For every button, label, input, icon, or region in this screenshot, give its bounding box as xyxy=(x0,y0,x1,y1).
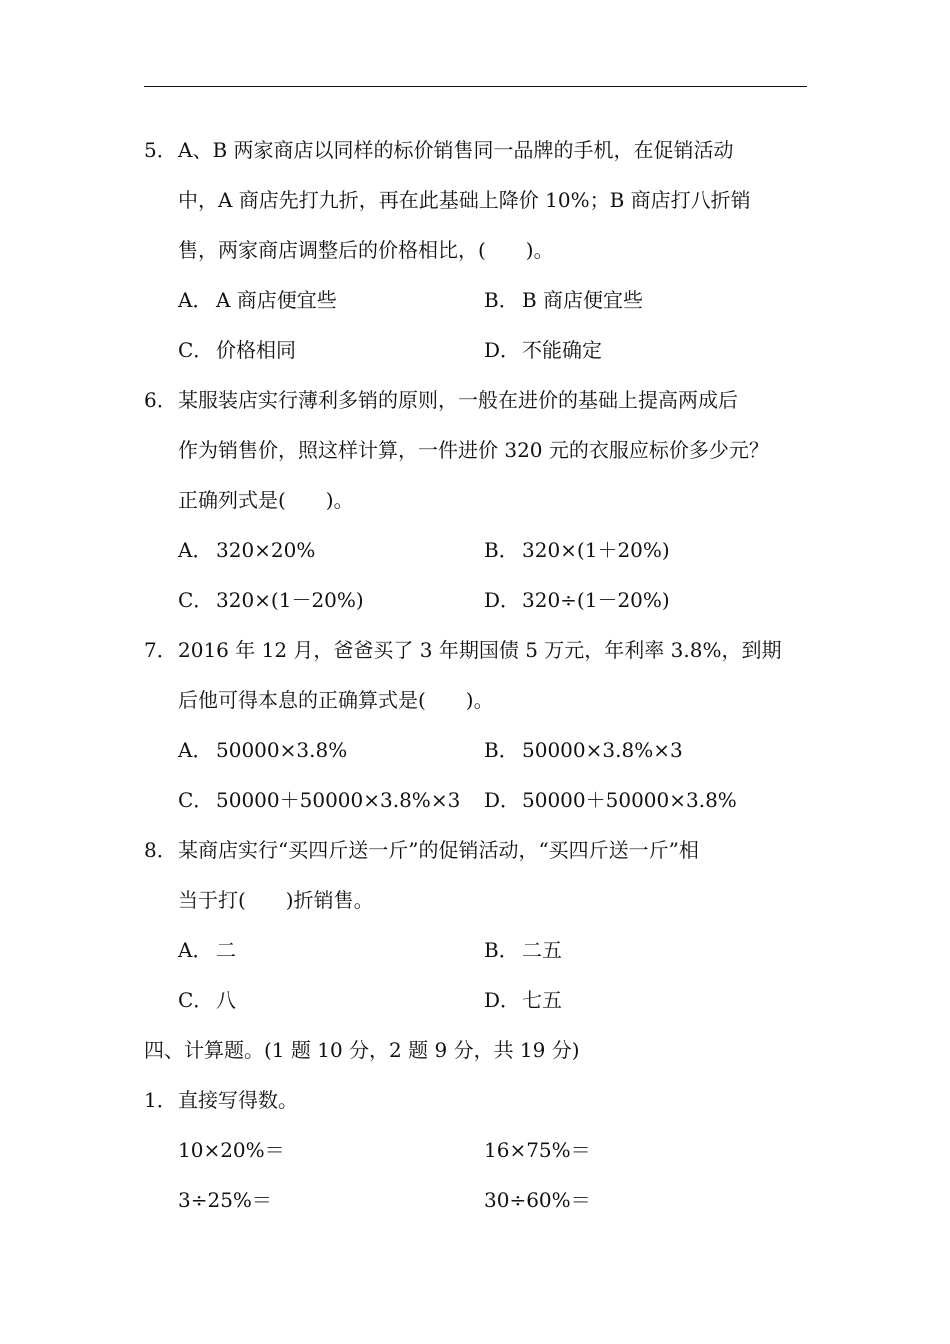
calc-question-1 xyxy=(144,1075,807,1225)
option-c xyxy=(178,575,484,625)
option-label: C． xyxy=(178,988,214,1012)
calc-item: 3÷25%＝ xyxy=(178,1188,272,1212)
question-number: 1． xyxy=(144,1088,177,1112)
question-text: 2016 年 12 月，爸爸买了 3 年期国债 5 万元，年利率 3.8%，到期 xyxy=(178,638,782,662)
option-text: 价格相同 xyxy=(216,338,296,362)
option-label: C． xyxy=(178,788,214,812)
calc-item: 30÷60%＝ xyxy=(484,1188,591,1212)
option-label: C． xyxy=(178,588,214,612)
option-label: A． xyxy=(178,738,213,762)
option-label: A． xyxy=(178,288,213,312)
question-number: 5． xyxy=(144,138,177,162)
option-text: 50000＋50000×3.8%×3 xyxy=(216,788,461,812)
section-heading: 四、计算题。(1 题 10 分，2 题 9 分，共 19 分) xyxy=(144,1038,580,1062)
option-label: A． xyxy=(178,938,213,962)
question-number: 7． xyxy=(144,638,177,662)
option-b xyxy=(484,275,790,325)
option-label: C． xyxy=(178,338,214,362)
question-number: 6． xyxy=(144,388,177,412)
option-text: 320÷(1－20%) xyxy=(522,588,670,612)
option-label: B． xyxy=(484,938,519,962)
question-text: 某商店实行“买四斤送一斤”的促销活动，“买四斤送一斤”相 xyxy=(178,838,699,862)
question-5 xyxy=(144,125,807,375)
question-text: 售，两家商店调整后的价格相比，( )。 xyxy=(178,238,554,262)
question-7 xyxy=(144,625,807,825)
option-c xyxy=(178,325,484,375)
option-label: B． xyxy=(484,738,519,762)
option-b xyxy=(484,525,790,575)
option-c xyxy=(178,975,484,1025)
option-text: 50000×3.8% xyxy=(216,738,348,762)
question-text: 中，A 商店先打九折，再在此基础上降价 10%；B 商店打八折销 xyxy=(178,188,751,212)
calc-item: 10×20%＝ xyxy=(178,1138,285,1162)
question-text: 后他可得本息的正确算式是( )。 xyxy=(178,688,494,712)
question-number: 8． xyxy=(144,838,177,862)
option-text: 320×20% xyxy=(216,538,316,562)
option-c xyxy=(178,775,484,825)
option-text: 八 xyxy=(216,988,236,1012)
option-d xyxy=(484,575,790,625)
question-text: 正确列式是( )。 xyxy=(178,488,354,512)
option-text: 不能确定 xyxy=(522,338,602,362)
option-text: 50000＋50000×3.8% xyxy=(522,788,737,812)
option-label: D． xyxy=(484,788,521,812)
option-text: 320×(1＋20%) xyxy=(522,538,670,562)
option-a xyxy=(178,525,484,575)
question-text: 当于打( )折销售。 xyxy=(178,888,374,912)
calc-item: 16×75%＝ xyxy=(484,1138,591,1162)
question-8 xyxy=(144,825,807,1025)
option-label: D． xyxy=(484,988,521,1012)
option-label: A． xyxy=(178,538,213,562)
option-text: 50000×3.8%×3 xyxy=(522,738,683,762)
question-text: A、B 两家商店以同样的标价销售同一品牌的手机，在促销活动 xyxy=(178,138,734,162)
option-text: A 商店便宜些 xyxy=(216,288,337,312)
option-text: 二五 xyxy=(522,938,562,962)
option-d xyxy=(484,975,790,1025)
exam-page xyxy=(144,125,807,1225)
option-b xyxy=(484,725,790,775)
option-text: B 商店便宜些 xyxy=(522,288,644,312)
question-text: 某服装店实行薄利多销的原则，一般在进价的基础上提高两成后 xyxy=(178,388,738,412)
question-text: 作为销售价，照这样计算，一件进价 320 元的衣服应标价多少元？ xyxy=(178,438,769,462)
option-a xyxy=(178,925,484,975)
option-a xyxy=(178,725,484,775)
option-label: B． xyxy=(484,538,519,562)
option-label: D． xyxy=(484,588,521,612)
option-label: D． xyxy=(484,338,521,362)
question-text: 直接写得数。 xyxy=(178,1088,298,1112)
option-text: 320×(1－20%) xyxy=(216,588,364,612)
option-text: 七五 xyxy=(522,988,562,1012)
option-d xyxy=(484,775,790,825)
option-a xyxy=(178,275,484,325)
question-6 xyxy=(144,375,807,625)
option-text: 二 xyxy=(216,938,236,962)
option-b xyxy=(484,925,790,975)
header-rule xyxy=(144,86,807,87)
option-label: B． xyxy=(484,288,519,312)
option-d xyxy=(484,325,790,375)
